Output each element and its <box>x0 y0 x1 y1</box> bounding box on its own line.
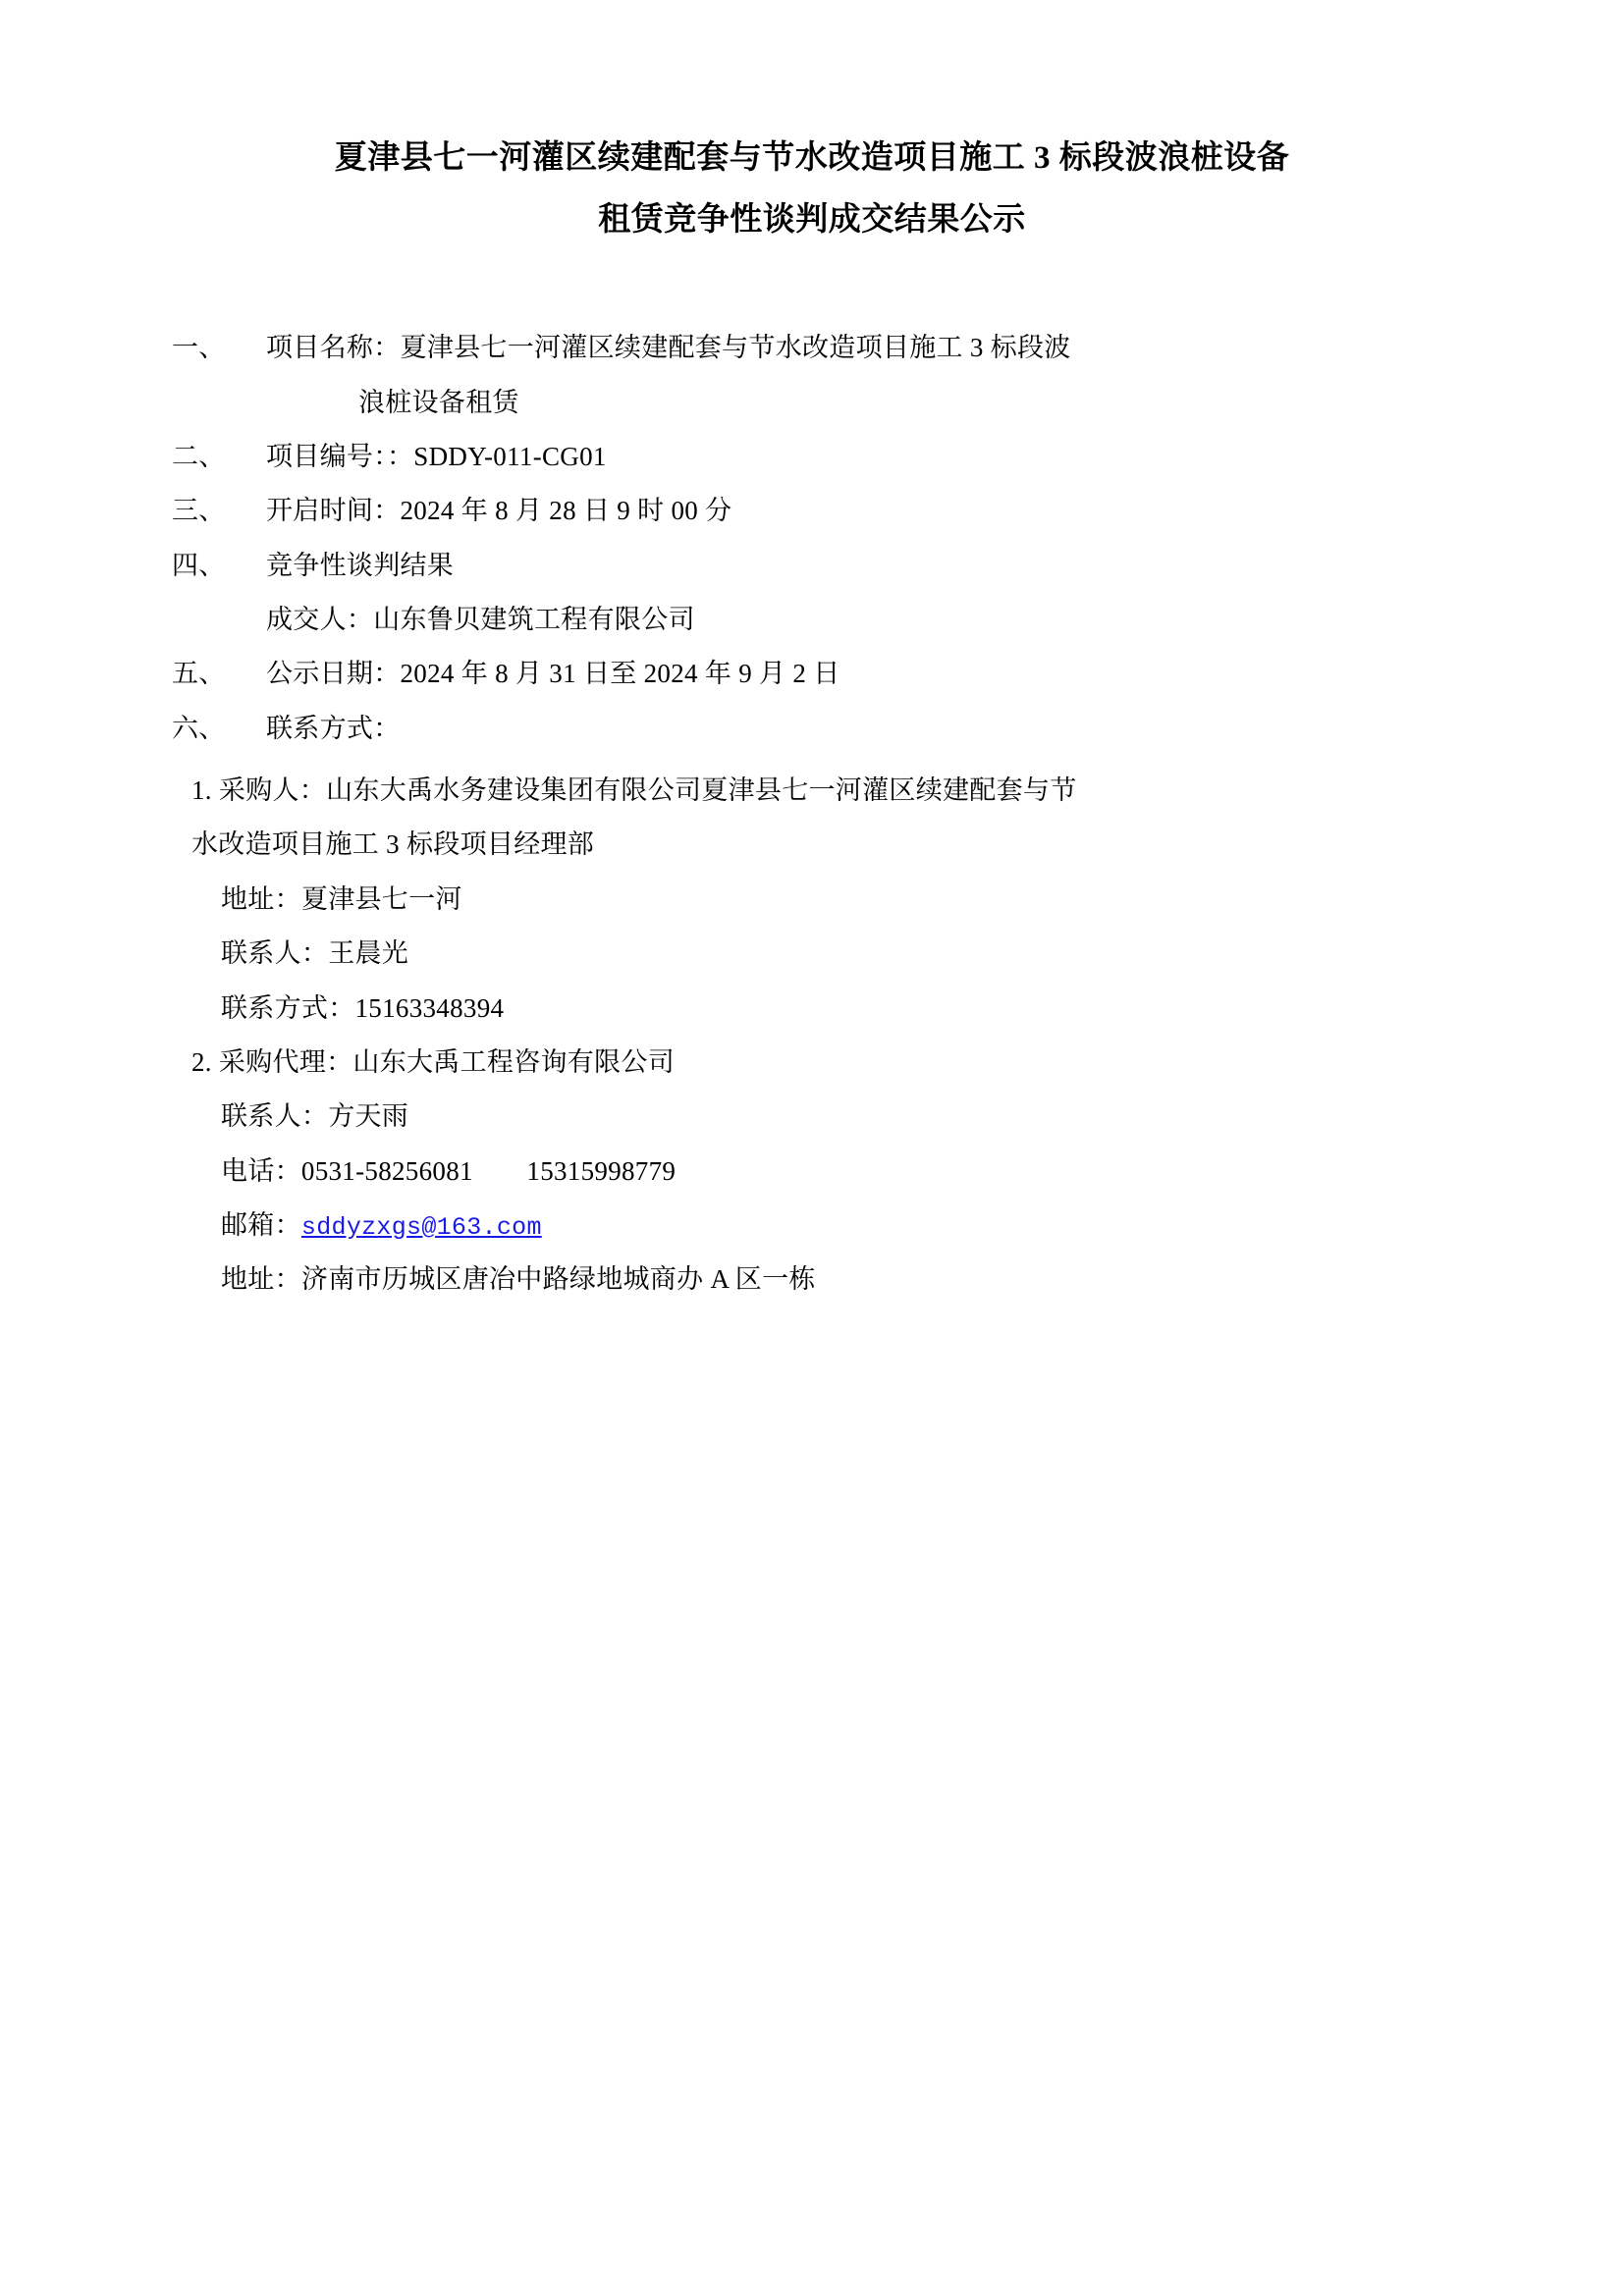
agent-contact-person: 联系人：方天雨 <box>221 1101 409 1132</box>
list-item-2 <box>172 430 1452 484</box>
list-item-5-text: 公示日期：2024 年 8 月 31 日至 2024 年 9 月 2 日 <box>266 659 840 689</box>
agent-email-link[interactable]: sddyzxgs@163.com <box>300 1212 542 1242</box>
list-item-5 <box>172 647 1452 701</box>
list-item-3-label: 三、 <box>172 496 226 526</box>
list-item-3 <box>172 484 1452 538</box>
agent-email-row <box>172 1199 1452 1253</box>
winning-bidder-line: 成交人：山东鲁贝建筑工程有限公司 <box>266 605 695 635</box>
list-item-6-label: 六、 <box>172 713 226 743</box>
list-item-1-text: 项目名称：夏津县七一河灌区续建配套与节水改造项目施工 3 标段波 <box>266 333 1071 363</box>
list-item-3-text: 开启时间：2024 年 8 月 28 日 9 时 00 分 <box>266 496 732 526</box>
list-item-6-text: 联系方式： <box>266 713 401 743</box>
purchaser-contact-phone: 联系方式：15163348394 <box>221 992 505 1023</box>
page-title-line-1: 夏津县七一河灌区续建配套与节水改造项目施工 3 标段波浪桩设备 <box>334 140 1290 176</box>
purchaser-address: 地址：夏津县七一河 <box>221 883 462 914</box>
list-item-2-label: 二、 <box>172 442 226 472</box>
page-title <box>172 128 1452 250</box>
title-spacer <box>172 250 1452 321</box>
agent-line: 2. 采购代理：山东大禹工程咨询有限公司 <box>191 1046 675 1077</box>
document-body <box>172 321 1452 1307</box>
agent-email-label: 邮箱： <box>221 1209 301 1240</box>
list-item-2-text: 项目编号：：SDDY-011-CG01 <box>266 442 607 472</box>
list-item-6 <box>172 702 1452 756</box>
purchaser-contact-person: 联系人：王晨光 <box>221 938 409 969</box>
list-item-1-label: 一、 <box>172 333 226 363</box>
section-gap <box>172 756 1452 764</box>
list-item-1-continuation: 浪桩设备租赁 <box>358 387 519 417</box>
list-item-4 <box>172 539 1452 593</box>
list-item-4-label: 四、 <box>172 550 226 580</box>
list-item-4-text: 竞争性谈判结果 <box>266 550 455 580</box>
purchaser-line-1: 1. 采购人：山东大禹水务建设集团有限公司夏津县七一河灌区续建配套与节 <box>191 775 1077 806</box>
agent-telephone: 电话：0531-58256081 15315998779 <box>221 1155 677 1186</box>
purchaser-line-2: 水改造项目施工 3 标段项目经理部 <box>191 829 595 860</box>
page-title-line-2: 租赁竞争性谈判成交结果公示 <box>598 201 1026 238</box>
agent-address: 地址：济南市历城区唐冶中路绿地城商办 A 区一栋 <box>221 1264 816 1295</box>
list-item-1 <box>172 321 1452 375</box>
list-item-5-label: 五、 <box>172 659 226 689</box>
